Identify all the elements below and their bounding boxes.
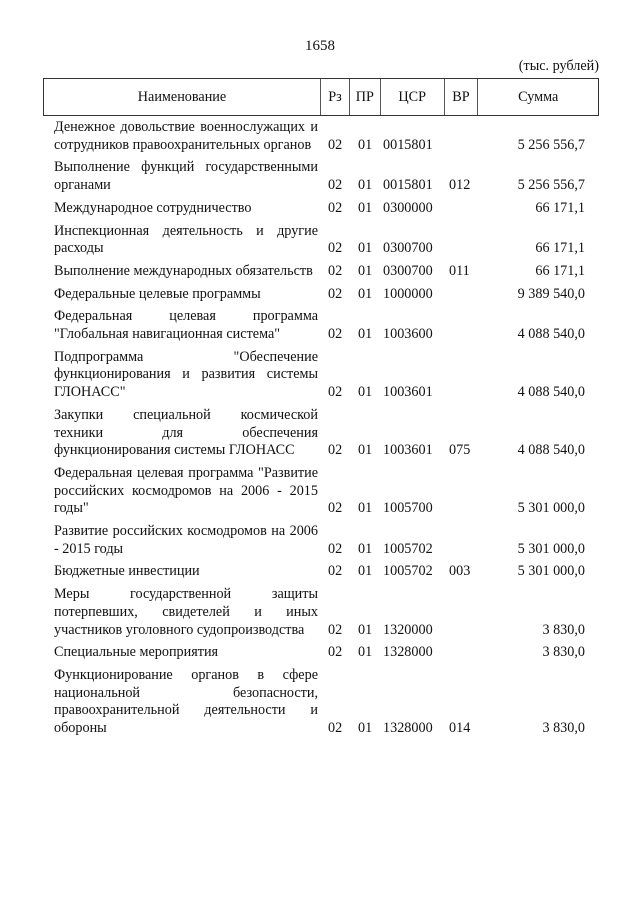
row-sum: 5 256 556,7 bbox=[517, 177, 585, 194]
row-pr: 01 bbox=[358, 326, 373, 343]
table-row bbox=[54, 200, 600, 218]
row-rz: 02 bbox=[328, 500, 343, 517]
row-name: Развитие российских космодромов на 2006 - 2015 годы bbox=[54, 523, 318, 557]
column-header-rz: Рз bbox=[320, 79, 349, 115]
row-csr: 1003601 bbox=[383, 442, 433, 459]
row-csr: 1000000 bbox=[383, 285, 433, 302]
row-pr: 01 bbox=[358, 262, 373, 279]
row-name: Федеральная целевая программа "Развитие российских космодромов на 2006 - 2015 годы" bbox=[54, 464, 318, 517]
row-csr: 1005702 bbox=[383, 563, 433, 580]
row-sum: 9 389 540,0 bbox=[517, 285, 585, 302]
row-vr: 003 bbox=[449, 563, 471, 580]
row-pr: 01 bbox=[358, 563, 373, 580]
row-csr: 0015801 bbox=[383, 136, 433, 153]
row-csr: 0300700 bbox=[383, 262, 433, 279]
table-row bbox=[54, 223, 600, 258]
column-header-pr: ПР bbox=[349, 79, 380, 115]
row-sum: 66 171,1 bbox=[535, 199, 585, 216]
row-rz: 02 bbox=[328, 644, 343, 661]
row-csr: 1328000 bbox=[383, 644, 433, 661]
table-row bbox=[54, 407, 600, 460]
row-rz: 02 bbox=[328, 621, 343, 638]
row-sum: 3 830,0 bbox=[542, 644, 585, 661]
row-rz: 02 bbox=[328, 285, 343, 302]
table-row bbox=[54, 523, 600, 558]
row-csr: 1005700 bbox=[383, 500, 433, 517]
row-sum: 4 088 540,0 bbox=[517, 384, 585, 401]
row-name: Меры государственной защиты потерпевших, свидетелей и иных участников уголовного судопроизводства bbox=[54, 586, 318, 638]
row-rz: 02 bbox=[328, 384, 343, 401]
row-pr: 01 bbox=[358, 285, 373, 302]
row-pr: 01 bbox=[358, 500, 373, 517]
row-csr: 1003600 bbox=[383, 326, 433, 343]
table-body bbox=[54, 119, 600, 743]
row-name: Выполнение международных обязательств bbox=[54, 262, 313, 279]
row-pr: 01 bbox=[358, 136, 373, 153]
row-sum: 4 088 540,0 bbox=[517, 326, 585, 343]
row-csr: 1005702 bbox=[383, 540, 433, 557]
table-row bbox=[54, 465, 600, 518]
row-sum: 5 301 000,0 bbox=[517, 563, 585, 580]
row-rz: 02 bbox=[328, 136, 343, 153]
row-csr: 1328000 bbox=[383, 720, 433, 737]
row-pr: 01 bbox=[358, 644, 373, 661]
column-header-csr: ЦСР bbox=[380, 79, 444, 115]
row-sum: 66 171,1 bbox=[535, 262, 585, 279]
row-name: Бюджетные инвестиции bbox=[54, 563, 200, 580]
row-csr: 1003601 bbox=[383, 384, 433, 401]
row-vr: 012 bbox=[449, 177, 471, 194]
table-row bbox=[54, 349, 600, 402]
row-sum: 5 301 000,0 bbox=[517, 500, 585, 517]
row-rz: 02 bbox=[328, 563, 343, 580]
table-row bbox=[54, 286, 600, 304]
row-name: Федеральные целевые программы bbox=[54, 285, 261, 302]
row-csr: 0300700 bbox=[383, 240, 433, 257]
row-pr: 01 bbox=[358, 621, 373, 638]
page-number: 1658 bbox=[305, 38, 335, 54]
table-row bbox=[54, 119, 600, 154]
row-pr: 01 bbox=[358, 384, 373, 401]
row-name: Специальные мероприятия bbox=[54, 644, 219, 661]
row-pr: 01 bbox=[358, 199, 373, 216]
row-pr: 01 bbox=[358, 720, 373, 737]
row-vr: 014 bbox=[449, 720, 471, 737]
table-header bbox=[43, 78, 599, 116]
row-vr: 011 bbox=[449, 262, 470, 279]
table-row bbox=[54, 586, 600, 639]
row-rz: 02 bbox=[328, 262, 343, 279]
row-pr: 01 bbox=[358, 177, 373, 194]
row-name: Инспекционная деятельность и другие расходы bbox=[54, 222, 318, 257]
row-name: Федеральная целевая программа "Глобальная навигационная система" bbox=[54, 308, 318, 343]
table-row bbox=[54, 644, 600, 662]
row-rz: 02 bbox=[328, 177, 343, 194]
row-csr: 0300000 bbox=[383, 199, 433, 216]
table-row bbox=[54, 159, 600, 194]
table-row bbox=[54, 563, 600, 581]
row-rz: 02 bbox=[328, 442, 343, 459]
row-pr: 01 bbox=[358, 540, 373, 557]
row-sum: 5 301 000,0 bbox=[517, 540, 585, 557]
row-csr: 1320000 bbox=[383, 621, 433, 638]
row-pr: 01 bbox=[358, 442, 373, 459]
row-csr: 0015801 bbox=[383, 177, 433, 194]
row-rz: 02 bbox=[328, 720, 343, 737]
row-name: Международное сотрудничество bbox=[54, 199, 252, 216]
column-header-sum: Сумма bbox=[477, 79, 598, 115]
row-name: Подпрограмма "Обеспечение функционирования и развития системы ГЛОНАСС" bbox=[54, 348, 318, 401]
row-sum: 3 830,0 bbox=[542, 621, 585, 638]
row-rz: 02 bbox=[328, 540, 343, 557]
row-rz: 02 bbox=[328, 326, 343, 343]
row-sum: 4 088 540,0 bbox=[517, 442, 585, 459]
units-label: (тыс. рублей) bbox=[518, 58, 599, 74]
row-rz: 02 bbox=[328, 199, 343, 216]
row-name: Денежное довольствие военнослужащих и сотрудников правоохранительных органов bbox=[54, 119, 318, 153]
row-name: Функционирование органов в сфере национальной безопасности, правоохранительной деятельности и обороны bbox=[54, 666, 318, 737]
row-rz: 02 bbox=[328, 240, 343, 257]
table-row bbox=[54, 263, 600, 281]
row-sum: 66 171,1 bbox=[535, 240, 585, 257]
column-header-name: Наименование bbox=[137, 88, 227, 105]
row-name: Закупки специальной космической техники для обеспечения функционирования системы ГЛОНАСС bbox=[54, 406, 318, 459]
table-row bbox=[54, 308, 600, 343]
row-pr: 01 bbox=[358, 240, 373, 257]
row-sum: 5 256 556,7 bbox=[517, 136, 585, 153]
row-sum: 3 830,0 bbox=[542, 720, 585, 737]
table-row bbox=[54, 667, 600, 738]
column-header-vr: ВР bbox=[444, 79, 478, 115]
row-vr: 075 bbox=[449, 442, 471, 459]
row-name: Выполнение функций государственными органами bbox=[54, 159, 318, 194]
